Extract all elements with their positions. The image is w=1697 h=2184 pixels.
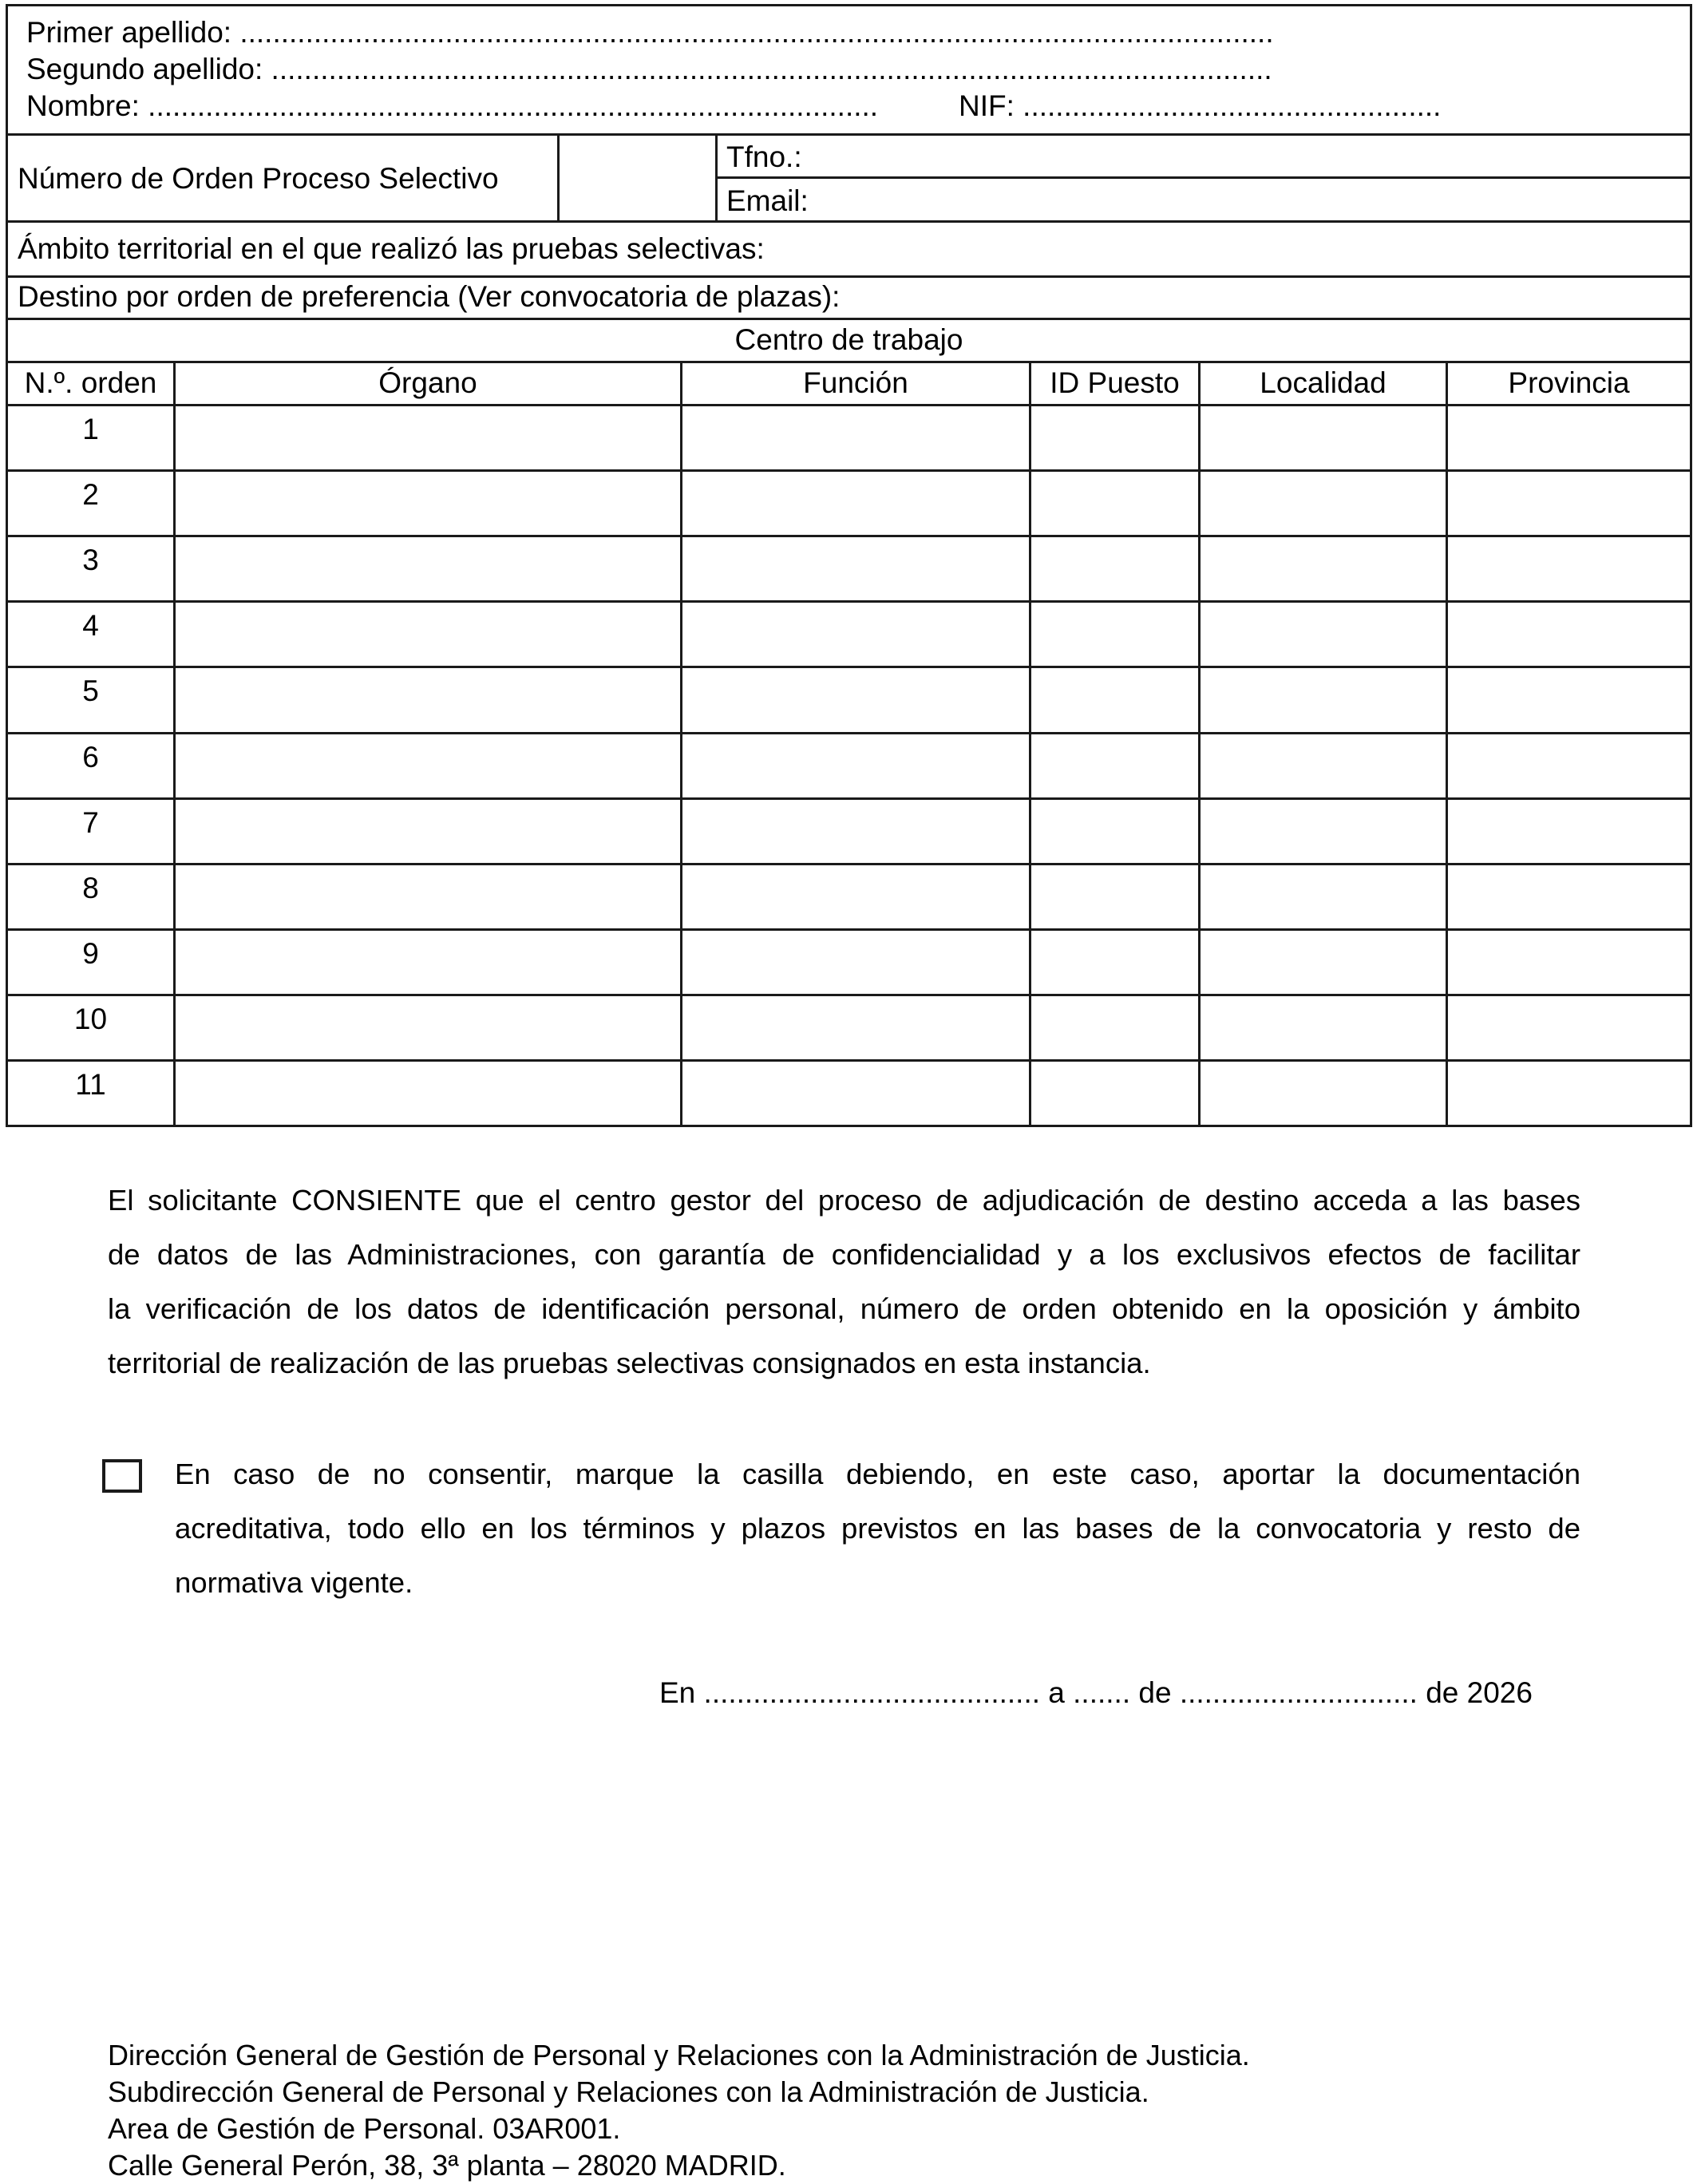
row-number: 6 [82,741,99,774]
col-header-provincia: Provincia [1508,366,1630,399]
numero-orden-label: Número de Orden Proceso Selectivo [18,162,499,195]
ambito-territorial-label: Ámbito territorial en el que realizó las pruebas selectivas: [18,232,765,265]
consent-line: la verificación de los datos de identificación personal, número de orden obtenido en la oposición y ámbito [108,1292,1580,1325]
ambito-territorial-input[interactable] [830,224,1688,275]
orden-divider-1 [557,133,560,222]
row-number: 3 [82,544,99,576]
no-consent-checkbox[interactable] [102,1459,142,1493]
col-header-funcion: Función [803,366,908,399]
nif-field[interactable] [959,89,1441,124]
rule-after-ambito [6,275,1692,278]
segundo-apellido-label: Segundo apellido: [26,53,263,85]
col-header-organo: Órgano [378,366,477,399]
row-number: 2 [82,478,99,511]
preference-cells-area[interactable] [176,406,1690,1125]
numero-orden-input[interactable] [560,136,714,220]
table-border-bottom [6,1125,1692,1127]
nif-dots: ................................................... [1023,89,1442,122]
tfno-label: Tfno.: [726,140,802,173]
date-place-line[interactable]: En ......................................... a ....... de ............................. de 2026 [659,1676,1533,1709]
footer-line-subdireccion: Subdirección General de Personal y Relaciones con la Administración de Justicia. [108,2075,1149,2108]
orden-divider-2 [715,133,718,222]
footer-line-address: Calle General Perón, 38, 3ª planta – 28020 MADRID. [108,2149,786,2182]
rule-tfno-email [716,176,1692,179]
row-number: 11 [75,1068,106,1101]
consent-line: territorial de realización de las pruebas selectivas consignados en esta instancia. [108,1347,1151,1379]
row-number: 7 [82,806,99,839]
footer-address [108,2037,1250,2184]
col-header-numero-orden: N.º. orden [24,366,157,399]
rule-after-personal [6,133,1692,136]
rule-after-destino [6,318,1692,320]
email-input[interactable] [822,180,1688,220]
row-number: 1 [82,413,99,445]
nombre-dots: ......................................................................................... [148,89,879,122]
no-consent-line: En caso de no consentir, marque la casilla debiendo, en este caso, aportar la documentación [175,1458,1580,1490]
nombre-label: Nombre: [26,89,140,122]
col-header-localidad: Localidad [1260,366,1386,399]
footer-line-direccion-general: Dirección General de Gestión de Personal y Relaciones con la Administración de Justicia. [108,2039,1250,2071]
consent-paragraph [108,1173,1580,1391]
tfno-input[interactable] [814,136,1688,176]
rule-after-orden [6,220,1692,223]
col-header-id-puesto: ID Puesto [1050,366,1180,399]
nif-label: NIF: [959,89,1015,122]
rule-after-centro [6,361,1692,363]
row-number: 10 [73,1003,108,1035]
row-number: 5 [82,675,99,707]
no-consent-line: acreditativa, todo ello en los términos y plazos previstos en las bases de la convocatoria y resto de [175,1512,1580,1545]
footer-line-area: Area de Gestión de Personal. 03AR001. [108,2112,621,2145]
nombre-field[interactable] [26,89,878,124]
email-label: Email: [726,184,809,217]
primer-apellido-field[interactable] [26,15,1274,50]
no-consent-line: normativa vigente. [175,1566,413,1599]
segundo-apellido-dots: .......................................................................................................................... [271,53,1272,85]
no-consent-paragraph [175,1447,1580,1610]
row-number: 8 [82,872,99,904]
row-number: 4 [82,609,99,642]
segundo-apellido-field[interactable] [26,52,1272,87]
destino-preferencia-label: Destino por orden de preferencia (Ver convocatoria de plazas): [18,280,841,313]
primer-apellido-label: Primer apellido: [26,16,232,49]
row-number: 9 [82,937,99,970]
consent-line: de datos de las Administraciones, con garantía de confidencialidad y a los exclusivos efectos de facilitar [108,1238,1580,1271]
consent-line: El solicitante CONSIENTE que el centro gestor del proceso de adjudicación de destino acceda a las bases [108,1184,1580,1217]
table-border-right [1690,4,1692,1127]
centro-trabajo-header: Centro de trabajo [734,323,963,356]
table-border-top [6,4,1692,6]
primer-apellido-dots: .............................................................................................................................. [239,16,1274,49]
